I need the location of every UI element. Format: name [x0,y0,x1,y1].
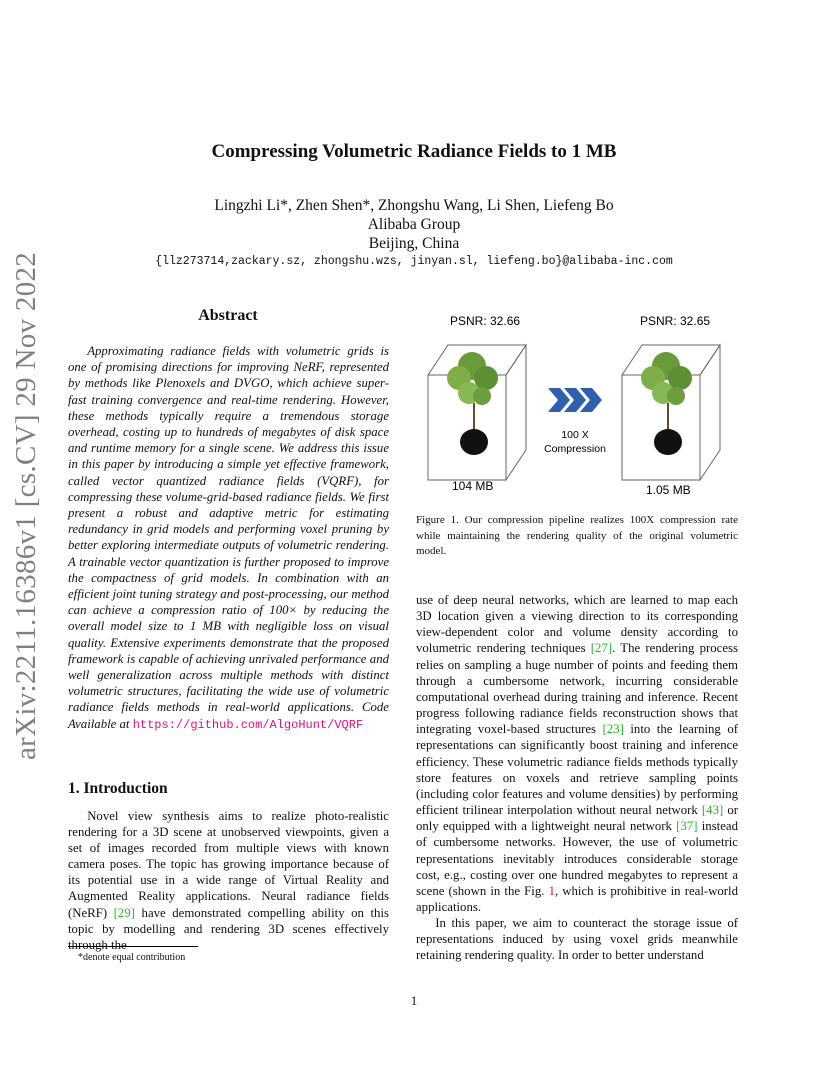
abstract-body [68,343,389,733]
text-span: , which is prohibitive in real-world applications. [416,883,738,914]
right-paragraph-2: In this paper, we aim to counteract the storage issue of representations induced by using voxel grids meanwhile retaining rendering quality. In order to better understand [416,916,738,963]
footnote: *denote equal contribution [78,952,186,963]
text-span: use of deep neural networks, which are learned to map each 3D location given a viewing direction to its corresponding view-dependent color and volume density according to volumetric rendering techniques [416,593,738,656]
left-plant-image [447,352,498,455]
compression-label: Compression [544,443,606,455]
citation-link[interactable]: [27] [590,641,613,656]
intro-text-a: Novel view synthesis aims to realize photo-realistic rendering for a 3D scene at unobserved viewpoints, given a set of images recorded from multiple views with known camera poses. The topic has growing importance because of its potential use in a wide range of Virtual Reality and Augmented Reality applications. Neural radiance fields (NeRF) [68,809,389,920]
introduction-heading: 1. Introduction [68,780,168,797]
citation-link[interactable]: [29] [113,905,135,920]
right-plant-image [641,352,692,455]
right-paragraph-1 [416,592,738,915]
text-span: . The rendering process relies on sampling a huge number of points and feeding them through a cumbersome network, incurring considerable computational overhead during training and inference. Recent progress following radiance fields reconstruction shows that integrating voxel-based structures [416,641,738,737]
compression-arrow-icon [548,388,602,412]
figure-1 [414,308,740,506]
text-span: into the learning of representations can significantly boost training and inference efficiency. These volumetric radiance fields methods typically store features on voxels and retrieve sampling points (including color features and volume densities) by performing efficient trilinear interpolation without neural network [416,722,738,818]
text-span: instead of cumbersome networks. However, the use of volumetric representations inevitably introduces considerable storage cost, e.g., costing over one hundred megabytes to represent a scene (shown in the Fig. [416,819,738,898]
affiliation: Alibaba Group [367,216,461,233]
location: Beijing, China [368,235,460,252]
compression-ratio-label: 100 X [561,429,589,441]
figure-ref-link[interactable]: 1 [548,883,555,898]
size-left-label: 104 MB [452,479,494,493]
abstract-text: Approximating radiance fields with volumetric grids is one of promising directions for improving NeRF, represented by methods like Plenoxels and DVGO, which achieve super-fast training convergence and real-time rendering. However, these methods typically require a tremendous storage overhead, costing up to hundreds of megabytes of disk space and runtime memory for a single scene. We address this issue in this paper by introducing a simple yet effective framework, called vector quantized radiance fields (VQRF), for compressing these volume-grid-based radiance fields. We first present a robust and adaptive metric for estimating redundancy in grid models and performing voxel pruning by better exploring intermediate outputs of volumetric rendering. A trainable vector quantization is further proposed to improve the compactness of grid models. In combination with an efficient joint tuning strategy and post-processing, our method can achieve a compression ratio of 100× by reducing the overall model size to 1 MB with negligible loss on visual quality. Extensive experiments demonstrate that the proposed framework is capable of achieving unrivaled performance and well generalization across multiple methods with distinct volumetric structures, facilitating the wide use of volumetric radiance fields methods in real-world applications. Code Available at [68,344,389,731]
text-span: or only equipped with a lightweight neural network [416,803,738,834]
figure-caption: Figure 1. Our compression pipeline realizes 100X compression rate while maintaining the rendering quality of the original volumetric model. [416,514,738,558]
psnr-left-label: PSNR: 32.66 [450,314,521,328]
intro-text-b: have demonstrated compelling ability on this topic by modelling and rendering 3D scenes effectively through the [68,905,389,952]
psnr-right-label: PSNR: 32.65 [640,314,711,328]
citation-link[interactable]: [37] [676,819,698,834]
author-names: Lingzhi Li*, Zhen Shen*, Zhongshu Wang, Li Shen, Liefeng Bo [214,197,614,214]
size-right-label: 1.05 MB [646,483,691,497]
right-column-text [416,592,738,964]
citation-link[interactable]: [43] [701,803,724,818]
author-emails: {llz273714,zackary.sz, zhongshu.wzs, jinyan.sl, liefeng.bo}@alibaba-inc.com [155,255,673,268]
paper-title: Compressing Volumetric Radiance Fields to 1 MB [211,141,617,162]
abstract-heading: Abstract [198,307,258,324]
page-number: 1 [410,993,418,1008]
code-link[interactable]: https://github.com/AlgoHunt/VQRF [132,717,364,732]
introduction-body [68,808,389,953]
author-block [0,196,828,253]
footnote-rule [68,946,198,947]
arxiv-stamp: arXiv:2211.16386v1 [cs.CV] 29 Nov 2022 [10,251,42,760]
citation-link[interactable]: [23] [602,722,624,737]
